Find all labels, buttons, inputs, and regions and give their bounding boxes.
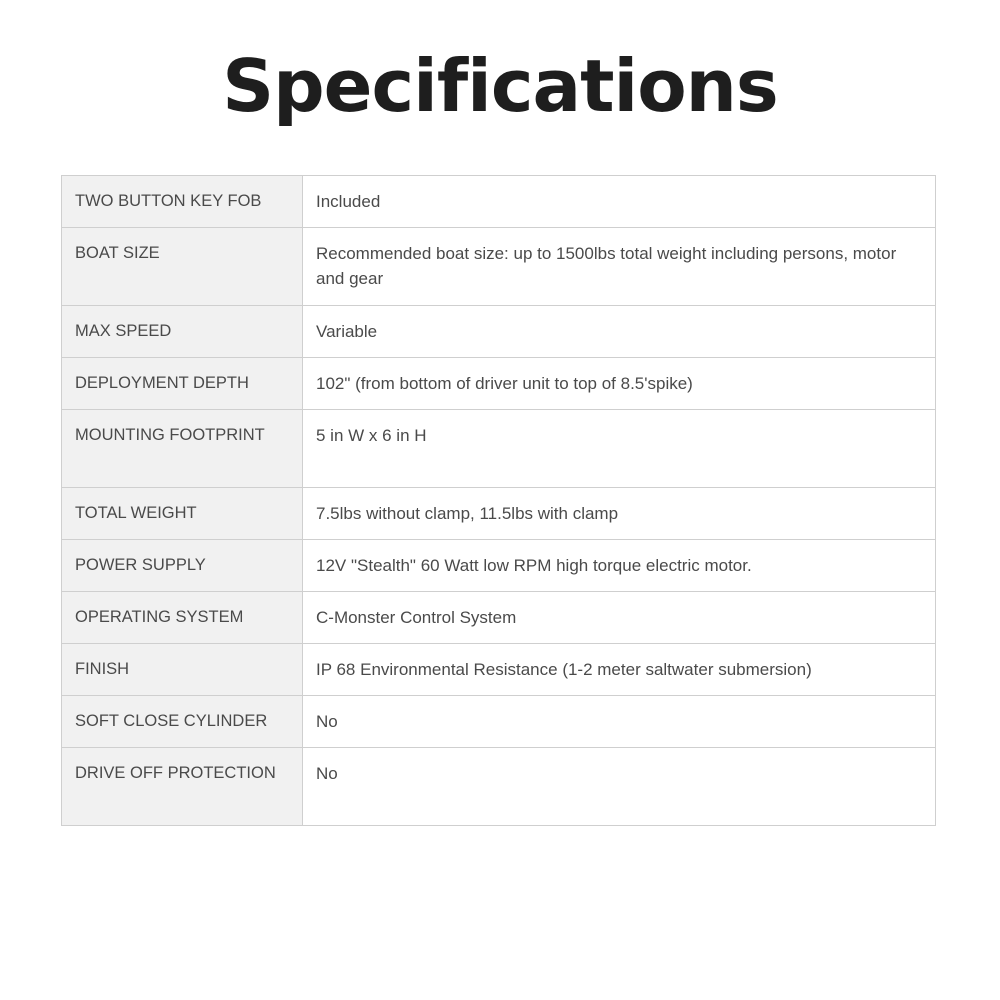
spec-label: TWO BUTTON KEY FOB (62, 176, 303, 228)
spec-value: 12V "Stealth" 60 Watt low RPM high torque electric motor. (303, 540, 936, 592)
spec-label: OPERATING SYSTEM (62, 592, 303, 644)
spec-value: 5 in W x 6 in H (303, 410, 936, 488)
table-row (62, 748, 936, 826)
spec-label: POWER SUPPLY (62, 540, 303, 592)
page-title: Specifications (222, 44, 778, 128)
spec-value: Recommended boat size: up to 1500lbs total weight including persons, motor and gear (303, 228, 936, 306)
spec-value: C-Monster Control System (303, 592, 936, 644)
spec-value: Variable (303, 306, 936, 358)
spec-label: TOTAL WEIGHT (62, 488, 303, 540)
spec-label: SOFT CLOSE CYLINDER (62, 696, 303, 748)
spec-label: FINISH (62, 644, 303, 696)
spec-label: BOAT SIZE (62, 228, 303, 306)
specifications-table (61, 175, 936, 826)
table-row (62, 540, 936, 592)
spec-label: DRIVE OFF PROTECTION (62, 748, 303, 826)
spec-label: MAX SPEED (62, 306, 303, 358)
table-row (62, 228, 936, 306)
table-row (62, 176, 936, 228)
spec-label: DEPLOYMENT DEPTH (62, 358, 303, 410)
spec-label: MOUNTING FOOTPRINT (62, 410, 303, 488)
spec-value: 102" (from bottom of driver unit to top of 8.5'spike) (303, 358, 936, 410)
table-row (62, 358, 936, 410)
spec-value: No (303, 748, 936, 826)
table-row (62, 306, 936, 358)
table-row (62, 410, 936, 488)
spec-value: Included (303, 176, 936, 228)
table-row (62, 644, 936, 696)
spec-value: No (303, 696, 936, 748)
table-row (62, 592, 936, 644)
table-row (62, 696, 936, 748)
spec-value: IP 68 Environmental Resistance (1-2 meter saltwater submersion) (303, 644, 936, 696)
spec-value: 7.5lbs without clamp, 11.5lbs with clamp (303, 488, 936, 540)
table-row (62, 488, 936, 540)
